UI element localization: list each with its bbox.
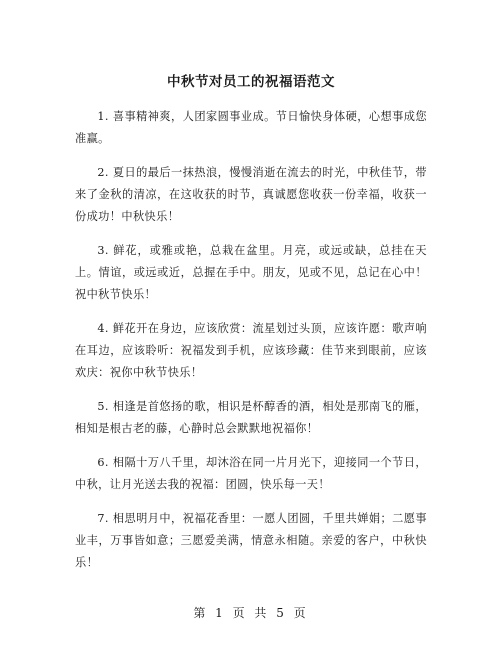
paragraph-6: 6. 相隔十万八千里，却沐浴在同一片月光下，迎接同一个节日，中秋，让月光送去我的祝福：团圆，快乐每一天！	[75, 456, 427, 491]
paragraph-3: 3. 鲜花，或雅或艳，总栽在盆里。月亮，或远或缺，总挂在天上。情谊，或远或近，总握在手中。朋友，见或不见，总记在心中！祝中秋节快乐！	[75, 244, 427, 301]
page-number: 第 1 页 共 5 页	[193, 606, 309, 620]
paragraph-4: 4. 鲜花开在身边，应该欣赏：流星划过头顶，应该许愿：歌声响在耳边，应该聆听：祝福发到手机，应该珍藏：佳节来到眼前，应该欢庆：祝你中秋节快乐！	[75, 322, 427, 379]
paragraph-5: 5. 相逢是首悠扬的歌，相识是杯醇香的酒，相处是那南飞的雁，相知是根古老的藤，心静时总会默默地祝福你！	[75, 400, 427, 435]
paragraph-1: 1. 喜事精神爽，人团家圆事业成。节日愉快身体硬，心想事成您准赢。	[75, 110, 427, 145]
paragraph-2: 2. 夏日的最后一抹热浪，慢慢消逝在流去的时光，中秋佳节，带来了金秋的清凉，在这收获的时节，真诚愿您收获一份幸福，收获一份成功！中秋快乐！	[75, 166, 427, 223]
document-body	[75, 106, 427, 586]
document-title: 中秋节对员工的祝福语范文	[167, 74, 335, 90]
paragraph-7: 7. 相思明月中，祝福花香里：一愿人团圆，千里共婵娟；二愿事业丰，万事皆如意；三愿爱美满，情意永相随。亲爱的客户，中秋快乐！	[75, 512, 427, 569]
